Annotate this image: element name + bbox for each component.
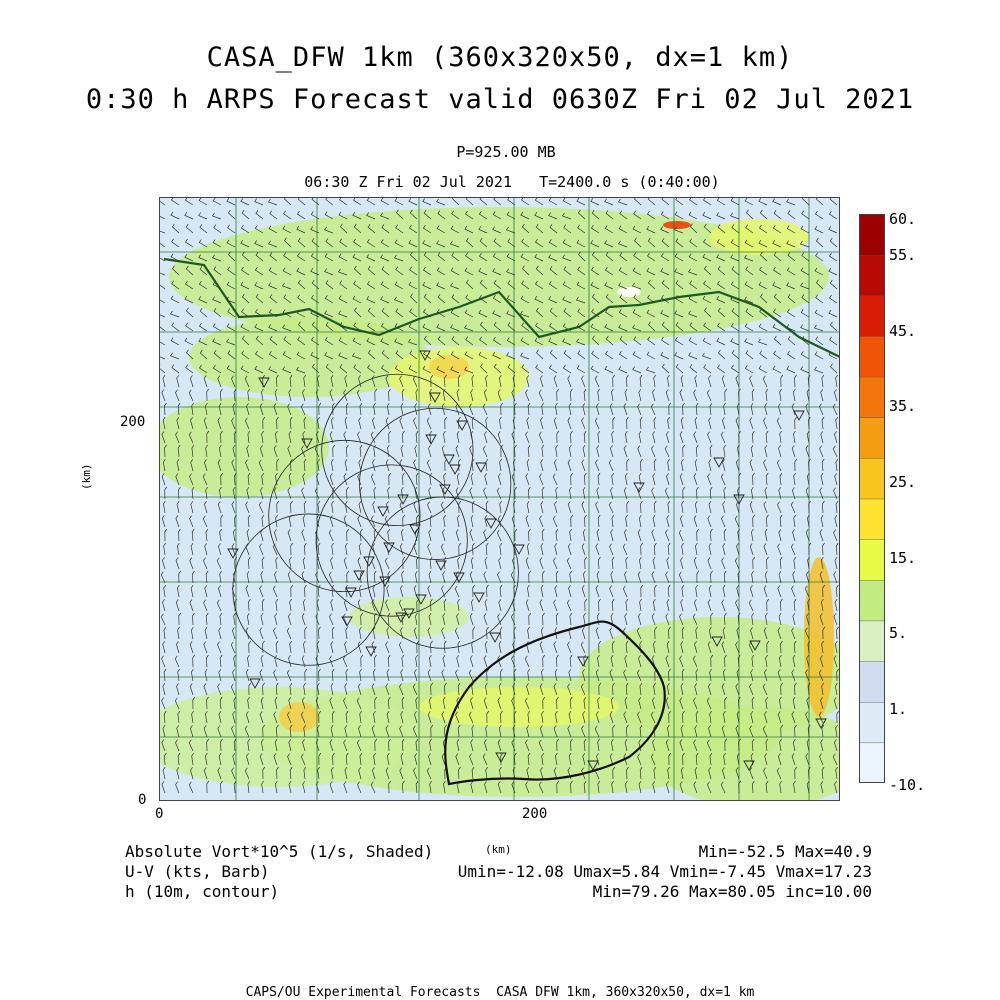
x-tick-200: 200 xyxy=(522,806,548,822)
vorticity-max xyxy=(663,221,691,229)
y-tick-0: 0 xyxy=(138,792,147,808)
x-tick-0: 0 xyxy=(155,806,164,822)
wind-min-max: Umin=-12.08 Umax=5.84 Vmin=-7.45 Vmax=17.23 xyxy=(457,862,872,881)
shaded-min-max: Min=-52.5 Max=40.9 xyxy=(698,842,872,861)
plot-title-line2: 0:30 h ARPS Forecast valid 0630Z Fri 02 Jul 2021 xyxy=(85,84,915,115)
colorbar-label: 35. xyxy=(889,397,917,415)
valid-time-label: 06:30 Z Fri 02 Jul 2021 T=2400.0 s (0:40:00) xyxy=(304,173,720,191)
colorbar-label: 45. xyxy=(889,322,917,340)
plot-title-line1: CASA_DFW 1km (360x320x50, dx=1 km) xyxy=(206,42,794,73)
colorbar-cell xyxy=(859,580,885,621)
credit-line: CAPS/OU Experimental Forecasts CASA DFW 1km, 360x320x50, dx=1 km xyxy=(245,985,755,1000)
contour-min-max: Min=79.26 Max=80.05 inc=10.00 xyxy=(592,882,872,901)
colorbar-cell xyxy=(859,620,885,661)
colorbar-label: 25. xyxy=(889,473,917,491)
colorbar-cell xyxy=(859,417,885,458)
y-axis-unit: (km) xyxy=(80,463,93,490)
vorticity-patch xyxy=(709,219,809,255)
y-tick-200: 200 xyxy=(120,414,146,430)
colorbar-label: 55. xyxy=(889,246,917,264)
vorticity-patch xyxy=(429,355,469,379)
colorbar-label: -10. xyxy=(889,776,926,794)
colorbar-cell xyxy=(859,214,885,255)
field-barb-label: U-V (kts, Barb) xyxy=(125,862,270,881)
pressure-level-label: P=925.00 MB xyxy=(456,143,556,161)
colorbar-label: 1. xyxy=(889,700,908,718)
vorticity-patch xyxy=(349,597,469,637)
colorbar-cell xyxy=(859,742,885,783)
colorbar-cell xyxy=(859,661,885,702)
colorbar-cell xyxy=(859,255,885,296)
forecast-map xyxy=(159,197,840,801)
field-contour-label: h (10m, contour) xyxy=(125,882,280,901)
x-axis-unit: (km) xyxy=(485,843,512,856)
colorbar-cell xyxy=(859,499,885,540)
colorbar-cell xyxy=(859,458,885,499)
colorbar-label: 15. xyxy=(889,549,917,567)
field-shaded-label: Absolute Vort*10^5 (1/s, Shaded) xyxy=(125,842,434,861)
colorbar-cell xyxy=(859,702,885,743)
colorbar-label: 60. xyxy=(889,210,917,228)
colorbar xyxy=(859,214,885,783)
colorbar-cell xyxy=(859,377,885,418)
vorticity-patch xyxy=(279,702,319,732)
colorbar-cell xyxy=(859,295,885,336)
colorbar-cell xyxy=(859,336,885,377)
colorbar-cell xyxy=(859,539,885,580)
colorbar-label: 5. xyxy=(889,624,908,642)
vorticity-min xyxy=(617,287,641,297)
